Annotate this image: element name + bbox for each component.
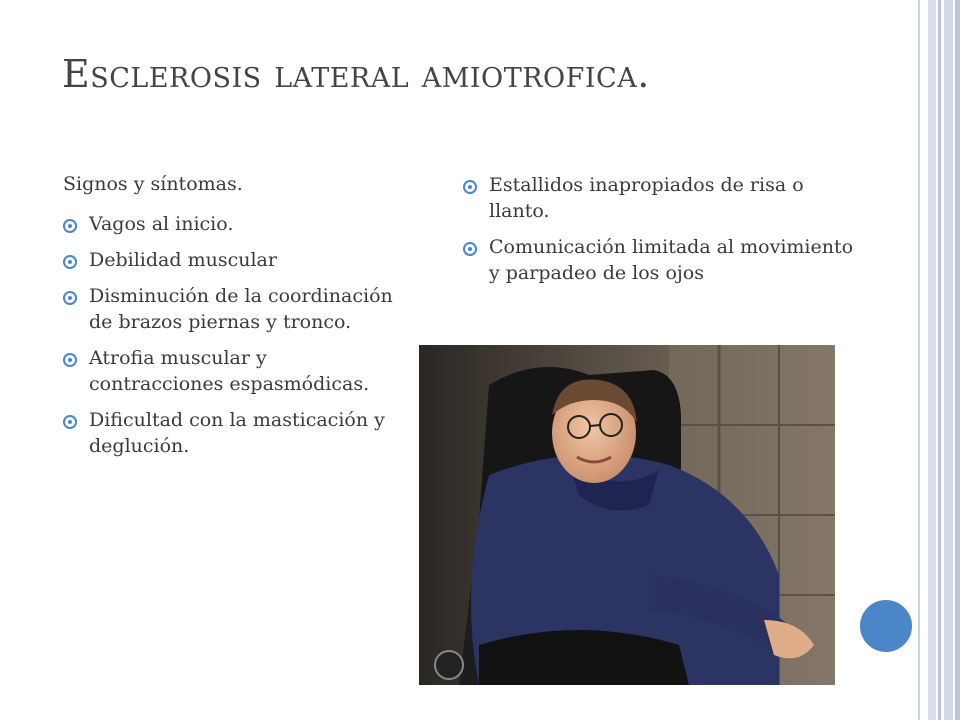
bullet-icon [63,291,77,305]
left-intro: Signos y síntomas. [63,173,243,195]
frame-line [944,0,953,720]
bullet-icon [463,242,477,256]
frame-line [928,0,936,720]
bullet-text: Estallidos inapropiados de risa o llanto. [489,174,804,222]
slide-title: Esclerosis lateral amiotrofica. [62,52,650,96]
bullet-text: Dificultad con la masticación y deglución. [89,409,385,457]
right-bullet-list [463,172,863,286]
list-item [63,407,403,459]
left-bullet-list [63,211,403,459]
bullet-text: Atrofia muscular y contracciones espasmódicas. [89,347,370,395]
bullet-text: Vagos al inicio. [89,213,234,235]
list-item [63,345,403,397]
right-column [463,172,863,296]
bullet-icon [63,219,77,233]
frame-line [918,0,920,720]
frame-line [938,0,941,720]
list-item [463,234,863,286]
bullet-icon [463,180,477,194]
list-item [463,172,863,224]
bullet-icon [63,353,77,367]
bullet-icon [63,415,77,429]
bullet-text: Disminución de la coordinación de brazos piernas y tronco. [89,285,393,333]
decorative-circle [857,597,915,655]
list-item [63,283,403,335]
frame-line [955,0,960,720]
left-column [63,172,403,469]
bullet-icon [63,255,77,269]
bullet-text: Debilidad muscular [89,249,277,271]
list-item [63,247,403,273]
list-item [63,211,403,237]
man-in-wheelchair-photo [419,345,835,685]
bullet-text: Comunicación limitada al movimiento y parpadeo de los ojos [489,236,854,284]
photo-illustration [419,345,835,685]
